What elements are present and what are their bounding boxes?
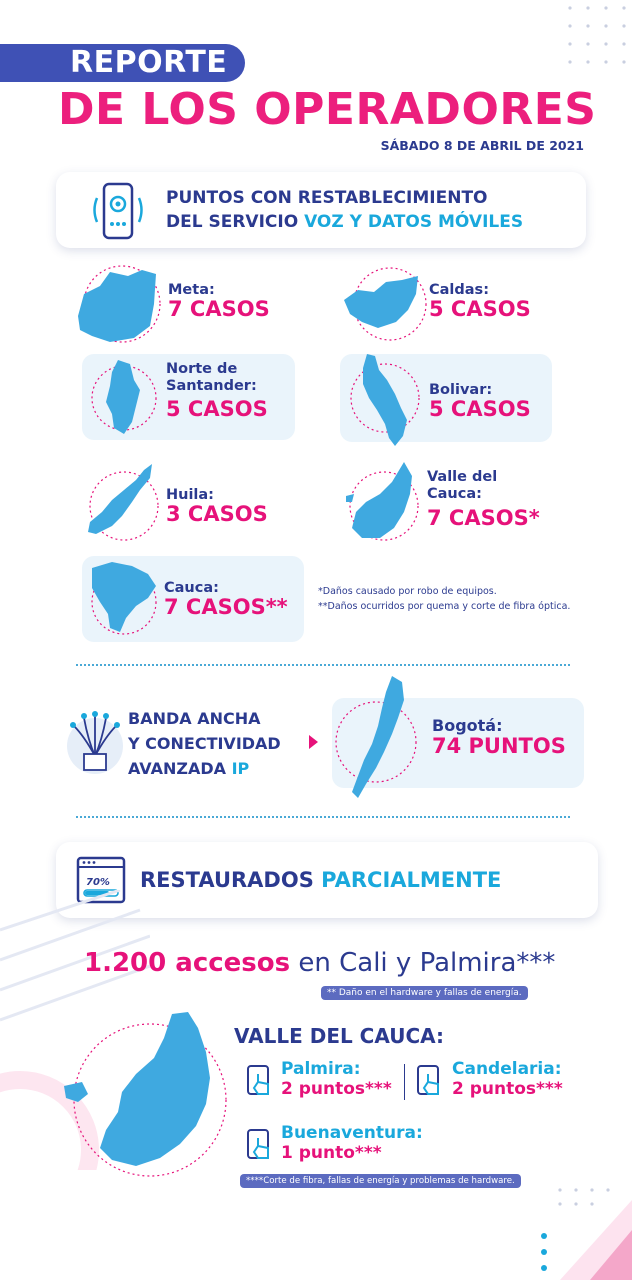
- progress-percent: 70%: [86, 877, 110, 888]
- bogota-map: [330, 672, 430, 802]
- valle-note: ****Corte de fibra, fallas de energía y problemas de hardware.: [240, 1174, 521, 1188]
- fiber-optic-icon: [64, 706, 126, 774]
- touch-phone-icon-buenaventura: [244, 1126, 278, 1162]
- footnote-fiber: **Daños ocurridos por quema y corte de fibra óptica.: [318, 601, 571, 612]
- corner-decoration-bottom-right: [520, 1170, 632, 1280]
- region-caldas-name: Caldas:: [429, 282, 489, 298]
- region-huila-name: Huila:: [166, 487, 214, 503]
- region-cauca-name: Cauca:: [164, 580, 219, 596]
- region-valle-cases: 7 CASOS*: [427, 506, 540, 530]
- report-date: SÁBADO 8 DE ABRIL DE 2021: [380, 138, 584, 153]
- touch-phone-icon-candelaria: [414, 1062, 448, 1098]
- candelaria-name: Candelaria:: [452, 1059, 562, 1079]
- restored-title: RESTAURADOS PARCIALMENTE: [140, 868, 502, 892]
- region-bolivar-cases: 5 CASOS: [429, 397, 531, 421]
- palmira-name: Palmira:: [281, 1059, 361, 1079]
- region-meta-name: Meta:: [168, 282, 215, 298]
- region-norte-santander-name: Norte de Santander:: [166, 361, 257, 394]
- caldas-map: [338, 264, 428, 349]
- norte-santander-map: [84, 356, 164, 438]
- arrow-right-icon: [307, 734, 319, 750]
- divider-1: [76, 664, 570, 666]
- region-caldas-cases: 5 CASOS: [429, 297, 531, 321]
- buenaventura-value: 1 punto***: [281, 1143, 382, 1163]
- valle-separator: [404, 1064, 405, 1100]
- valle-large-map: [60, 1008, 235, 1178]
- divider-2: [76, 816, 570, 818]
- meta-map: [70, 264, 165, 349]
- broadband-title: BANDA ANCHA Y CONECTIVIDAD AVANZADA IP: [128, 709, 281, 778]
- region-norte-santander-cases: 5 CASOS: [166, 397, 268, 421]
- valle-del-cauca-map: [340, 458, 428, 548]
- title-line-1: REPORTE: [70, 45, 228, 80]
- access-headline: 1.200 accesos en Cali y Palmira***: [84, 948, 556, 978]
- dot-pattern-top-right: [560, 0, 632, 80]
- valle-title: VALLE DEL CAUCA:: [234, 1024, 444, 1048]
- access-note: ** Daño en el hardware y fallas de energía.: [321, 986, 528, 1000]
- title-line-2: DE LOS OPERADORES: [58, 84, 597, 135]
- region-bolivar-name: Bolivar:: [429, 382, 493, 398]
- mobile-service-card: [56, 172, 586, 248]
- bogota-name: Bogotá:: [432, 716, 503, 735]
- region-valle-name: Valle del Cauca:: [427, 469, 498, 502]
- region-meta-cases: 7 CASOS: [168, 297, 270, 321]
- buenaventura-name: Buenaventura:: [281, 1123, 423, 1143]
- footnote-robbery: *Daños causado por robo de equipos.: [318, 586, 497, 597]
- region-huila-cases: 3 CASOS: [166, 502, 268, 526]
- touch-phone-icon-palmira: [244, 1062, 278, 1098]
- huila-map: [82, 460, 167, 545]
- cauca-map: [82, 556, 167, 642]
- mobile-service-title: PUNTOS CON RESTABLECIMIENTO DEL SERVICIO VOZ Y DATOS MÓVILES: [166, 188, 524, 232]
- region-cauca-cases: 7 CASOS**: [164, 595, 288, 619]
- phone-location-icon: [88, 180, 148, 242]
- bogota-points: 74 PUNTOS: [432, 734, 566, 758]
- palmira-value: 2 puntos***: [281, 1079, 392, 1099]
- candelaria-value: 2 puntos***: [452, 1079, 563, 1099]
- bolivar-map: [345, 350, 425, 450]
